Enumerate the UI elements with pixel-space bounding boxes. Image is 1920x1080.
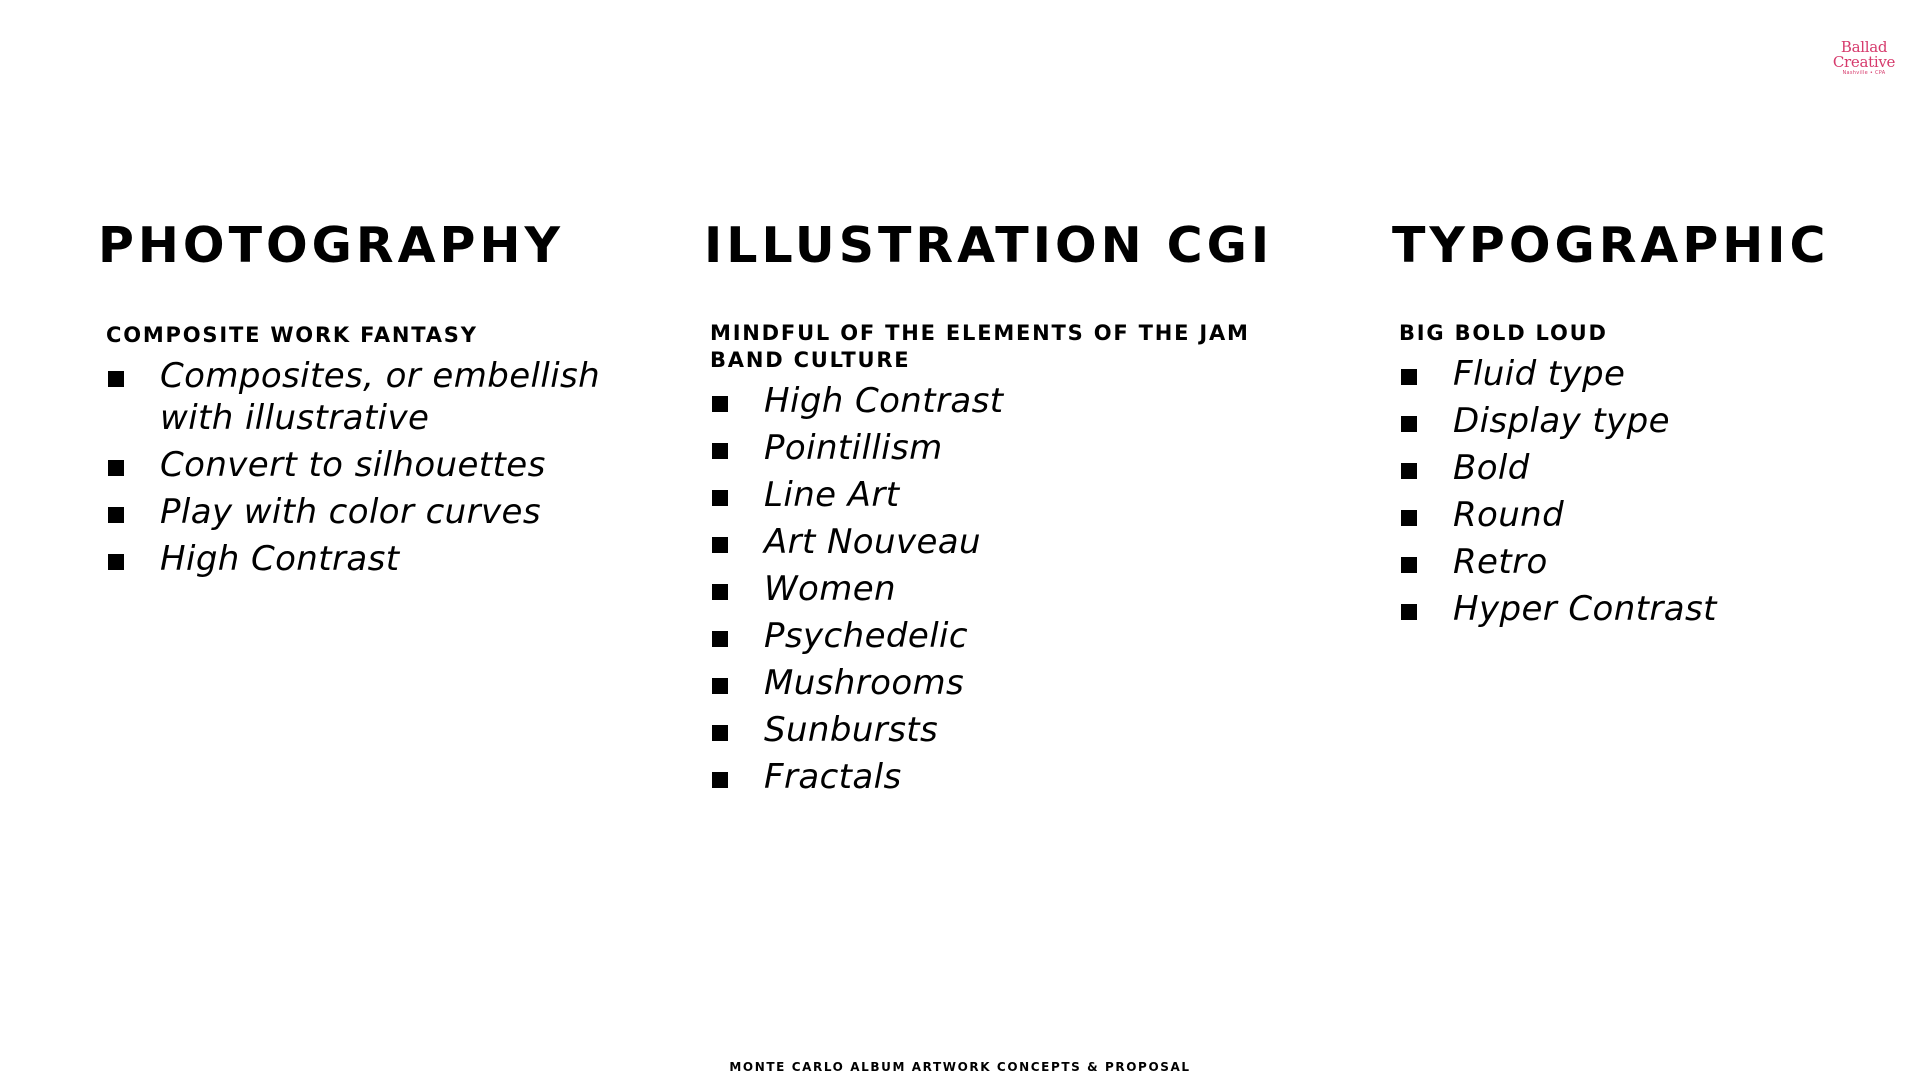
illustration-cgi-subheading: MINDFUL OF THE ELEMENTS OF THE JAM BAND CULTURE (710, 321, 1250, 372)
list-item (710, 521, 1324, 563)
list-item-text: Bold (1453, 448, 1530, 488)
list-item-text: Psychedelic (764, 616, 968, 656)
list-item (1399, 588, 1892, 630)
list-item-text: Play with color curves (160, 492, 541, 532)
square-bullet-icon (1401, 510, 1417, 526)
list-item (1399, 447, 1892, 489)
list-item (106, 491, 650, 533)
typographic-list (1392, 353, 1892, 630)
square-bullet-icon (712, 725, 728, 741)
photography-heading: PHOTOGRAPHY (98, 217, 564, 274)
square-bullet-icon (712, 396, 728, 412)
square-bullet-icon (108, 460, 124, 476)
list-item-text: Art Nouveau (764, 522, 981, 562)
square-bullet-icon (1401, 604, 1417, 620)
list-item (710, 709, 1324, 751)
square-bullet-icon (712, 678, 728, 694)
list-item-text: Display type (1453, 401, 1670, 441)
list-item (106, 444, 650, 486)
list-item (1399, 353, 1892, 395)
illustration-cgi-heading: ILLUSTRATION CGI (704, 217, 1274, 274)
square-bullet-icon (712, 772, 728, 788)
list-item-text: Pointillism (764, 428, 943, 468)
list-item-text: Women (764, 569, 897, 609)
square-bullet-icon (712, 537, 728, 553)
square-bullet-icon (712, 490, 728, 506)
square-bullet-icon (108, 507, 124, 523)
typographic-heading: TYPOGRAPHIC (1392, 217, 1830, 274)
list-item-text: Fluid type (1453, 354, 1626, 394)
list-item (710, 568, 1324, 610)
square-bullet-icon (1401, 416, 1417, 432)
photography-subheading: COMPOSITE WORK FANTASY (106, 323, 478, 347)
list-item-text: Line Art (764, 475, 900, 515)
photography-column (98, 218, 658, 585)
square-bullet-icon (108, 554, 124, 570)
square-bullet-icon (712, 584, 728, 600)
list-item (1399, 494, 1892, 536)
square-bullet-icon (712, 631, 728, 647)
list-item-text: Convert to silhouettes (160, 445, 546, 485)
list-item (710, 474, 1324, 516)
list-item-text: Round (1453, 495, 1565, 535)
photography-list (98, 355, 658, 580)
list-item-text: Hyper Contrast (1453, 589, 1717, 629)
list-item-text: Fractals (764, 757, 902, 797)
footer-caption: MONTE CARLO ALBUM ARTWORK CONCEPTS & PROPOSAL (729, 1060, 1191, 1074)
logo-line-1: Ballad (1840, 38, 1888, 56)
illustration-cgi-column (704, 218, 1324, 803)
list-item-text: Composites, or embellish with illustrative (160, 356, 601, 438)
list-item-text: Sunbursts (764, 710, 939, 750)
typographic-column (1392, 218, 1892, 635)
list-item-text: Retro (1453, 542, 1548, 582)
typographic-subheading: BIG BOLD LOUD (1399, 321, 1608, 345)
square-bullet-icon (1401, 557, 1417, 573)
list-item (710, 662, 1324, 704)
square-bullet-icon (1401, 369, 1417, 385)
list-item-text: High Contrast (764, 381, 1004, 421)
logo-line-2: Creative (1832, 53, 1896, 71)
list-item (106, 355, 650, 439)
list-item-text: Mushrooms (764, 663, 965, 703)
logo-tagline: Nashville • CPA (1842, 70, 1886, 76)
illustration-cgi-list (704, 380, 1324, 798)
list-item (710, 756, 1324, 798)
list-item (106, 538, 650, 580)
list-item (710, 427, 1324, 469)
square-bullet-icon (108, 371, 124, 387)
list-item (710, 615, 1324, 657)
list-item (1399, 400, 1892, 442)
square-bullet-icon (712, 443, 728, 459)
square-bullet-icon (1401, 463, 1417, 479)
list-item (710, 380, 1324, 422)
list-item-text: High Contrast (160, 539, 400, 579)
ballad-creative-logo (1832, 40, 1896, 77)
list-item (1399, 541, 1892, 583)
